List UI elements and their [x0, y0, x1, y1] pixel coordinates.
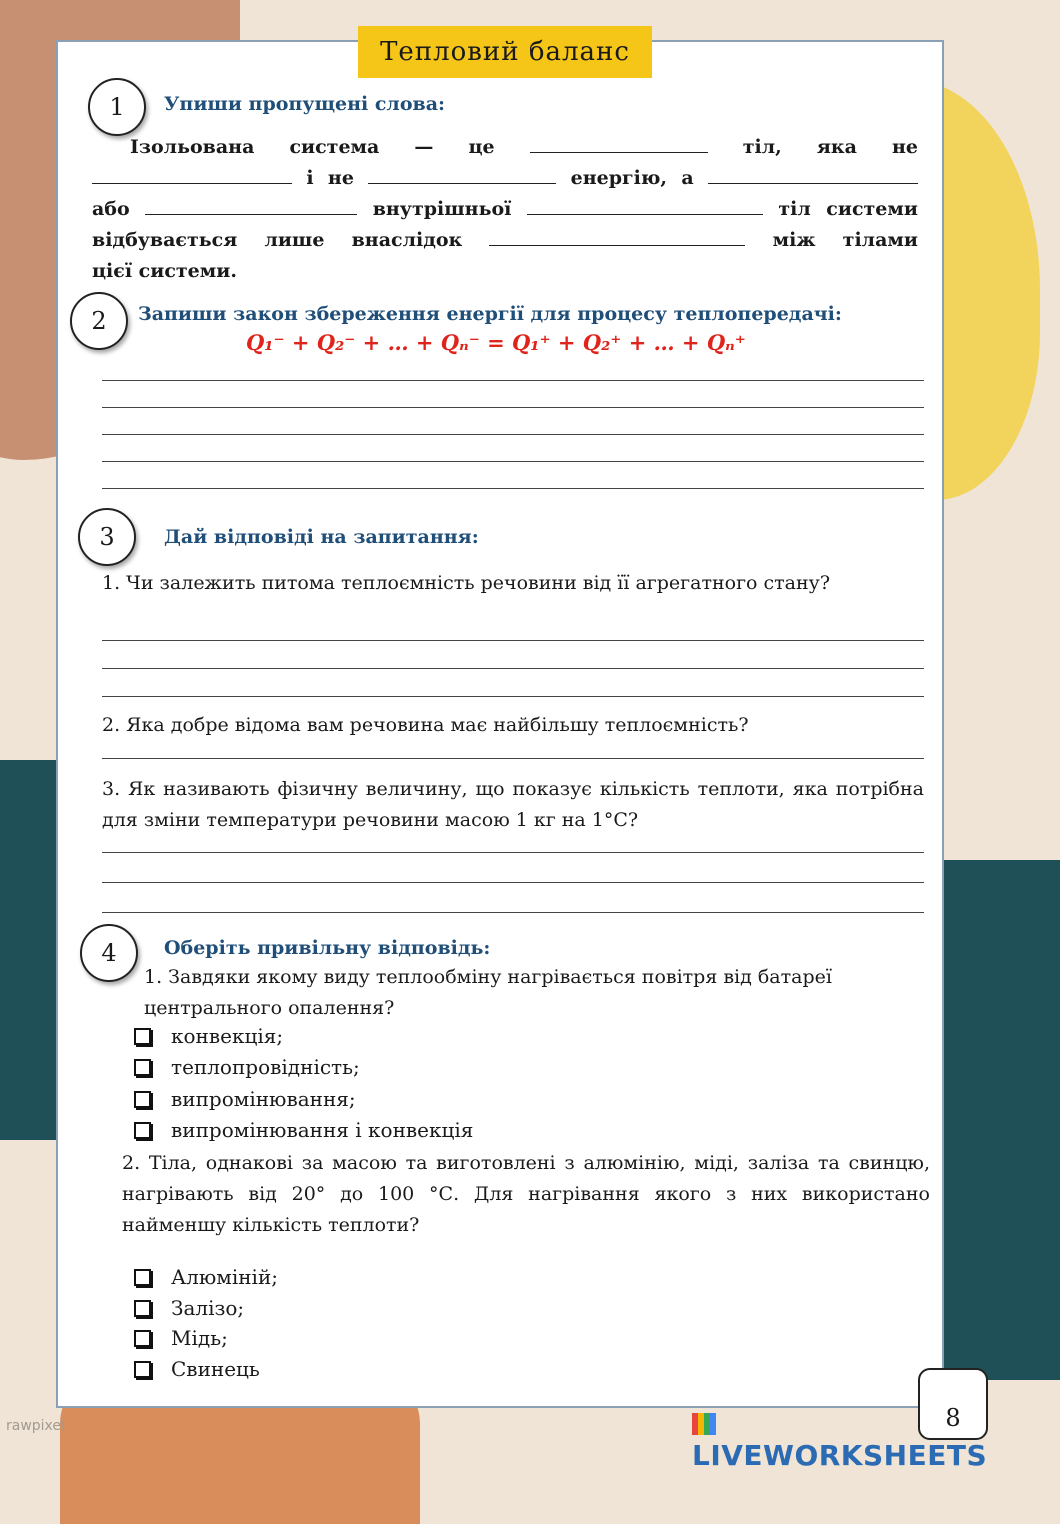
answer-line[interactable]: [102, 852, 924, 853]
task-heading: Оберіть привільну відповідь:: [164, 937, 491, 959]
option-convection[interactable]: [134, 1024, 283, 1048]
answer-line[interactable]: [102, 668, 924, 669]
option-label: випромінювання;: [171, 1087, 356, 1111]
paragraph-text: внутрішньої: [372, 198, 512, 220]
paragraph-text: відбувається лише внаслідок: [92, 229, 463, 251]
answer-line[interactable]: [102, 882, 924, 883]
option-radiation-convection[interactable]: [134, 1118, 473, 1142]
blank-field[interactable]: [530, 135, 708, 153]
option-label: конвекція;: [171, 1024, 284, 1048]
paragraph-text: цієї системи.: [92, 260, 237, 282]
answer-line[interactable]: [102, 912, 924, 913]
answer-line[interactable]: [102, 488, 924, 489]
fill-in-paragraph: [92, 132, 918, 287]
paragraph-text: між тілами: [772, 229, 918, 251]
option-copper[interactable]: [134, 1326, 228, 1350]
answer-line[interactable]: [102, 380, 924, 381]
checkbox-icon[interactable]: [134, 1300, 151, 1317]
blank-field[interactable]: [92, 166, 292, 184]
answer-line[interactable]: [102, 461, 924, 462]
option-label: Залізо;: [171, 1296, 245, 1320]
task-number-badge: 2: [70, 292, 128, 350]
worksheet-title: Тепловий баланс: [358, 26, 652, 78]
option-label: теплопровідність;: [171, 1055, 360, 1079]
paragraph-text: або: [92, 198, 130, 220]
answer-line[interactable]: [102, 758, 924, 759]
task-number-badge: 3: [78, 508, 136, 566]
task-number-badge: 1: [88, 78, 146, 136]
liveworksheets-watermark: [692, 1406, 1000, 1472]
checkbox-icon[interactable]: [134, 1361, 151, 1378]
liveworksheets-text: LIVEWORKSHEETS: [692, 1439, 988, 1472]
checkbox-icon[interactable]: [134, 1091, 151, 1108]
option-label: Мідь;: [171, 1326, 228, 1350]
question-text: 3. Як називають фізичну величину, що показує кількість теплоти, яка потрібна для зміни температури речовини масою 1 кг на 1°С?: [102, 778, 924, 831]
question-text: 2. Тіла, однакові за масою та виготовлені з алюмінію, міді, заліза та свинцю, нагрівають від 20° до 100 °С. Для нагрівання якого з них використано найменшу кількість теплоти?: [122, 1152, 930, 1236]
question-text: 1. Чи залежить питома теплоємність речовини від її агрегатного стану?: [102, 572, 831, 594]
task-heading: Запиши закон збереження енергії для процесу теплопередачі:: [138, 303, 842, 325]
answer-line[interactable]: [102, 434, 924, 435]
checkbox-icon[interactable]: [134, 1122, 151, 1139]
option-label: Алюміній;: [171, 1265, 279, 1289]
checkbox-icon[interactable]: [134, 1330, 151, 1347]
blank-field[interactable]: [145, 197, 357, 215]
task-heading: Упиши пропущені слова:: [164, 93, 446, 115]
paragraph-text: тіл системи: [778, 198, 918, 220]
option-aluminum[interactable]: [134, 1265, 278, 1289]
option-iron[interactable]: [134, 1296, 244, 1320]
page-number: 8: [918, 1368, 988, 1440]
question-text: 2. Яка добре відома вам речовина має найбільшу теплоємність?: [102, 714, 749, 736]
liveworksheets-logo-icon: [692, 1413, 716, 1435]
task-number-badge: 4: [80, 924, 138, 982]
checkbox-icon[interactable]: [134, 1028, 151, 1045]
rawpixel-watermark: rawpixel: [6, 1418, 65, 1434]
paragraph-text: і не: [306, 167, 354, 189]
checkbox-icon[interactable]: [134, 1059, 151, 1076]
answer-line[interactable]: [102, 696, 924, 697]
blank-field[interactable]: [708, 166, 918, 184]
option-label: Свинець: [171, 1357, 260, 1381]
blank-field[interactable]: [489, 228, 745, 246]
blank-field[interactable]: [368, 166, 556, 184]
task-heading: Дай відповіді на запитання:: [164, 526, 479, 548]
answer-line[interactable]: [102, 640, 924, 641]
answer-line[interactable]: [102, 407, 924, 408]
option-radiation[interactable]: [134, 1087, 356, 1111]
paragraph-text: Ізольована система — це: [130, 136, 495, 158]
blank-field[interactable]: [527, 197, 763, 215]
question-text: 1. Завдяки якому виду теплообміну нагрівається повітря від батареї центрального опалення?: [144, 966, 832, 1019]
option-lead[interactable]: [134, 1357, 260, 1381]
checkbox-icon[interactable]: [134, 1269, 151, 1286]
option-conduction[interactable]: [134, 1055, 360, 1079]
option-label: випромінювання і конвекція: [171, 1118, 474, 1142]
paragraph-text: енергію, а: [570, 167, 694, 189]
energy-conservation-formula: Q₁⁻ + Q₂⁻ + … + Qₙ⁻ = Q₁⁺ + Q₂⁺ + … + Qₙ⁺: [246, 330, 746, 355]
paragraph-text: тіл, яка не: [742, 136, 918, 158]
